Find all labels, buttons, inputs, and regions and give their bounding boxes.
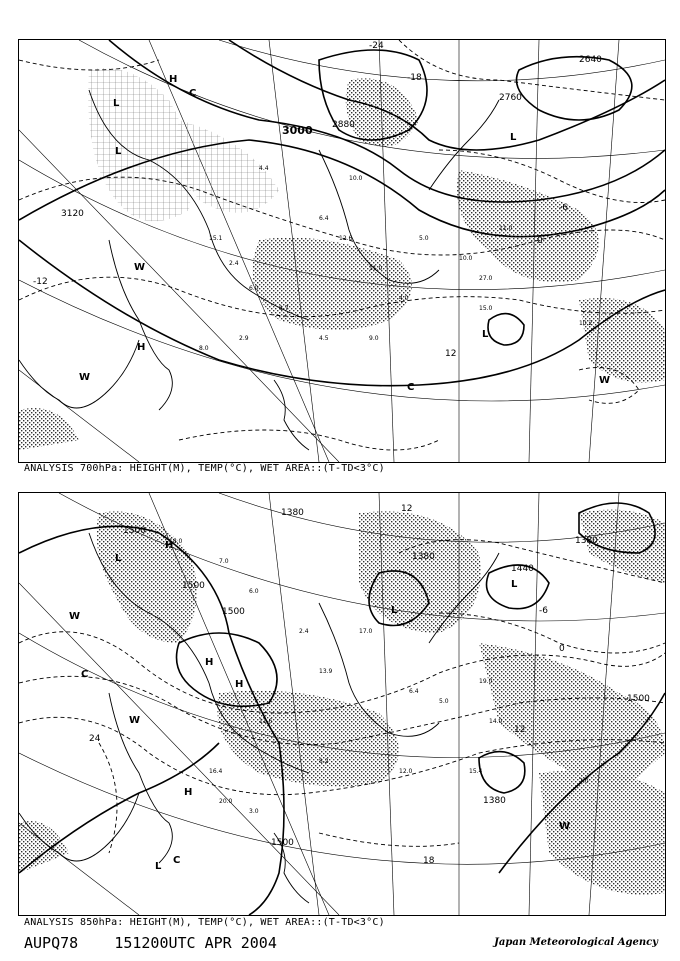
- temp-label: 12: [514, 725, 526, 735]
- warm-symbol: W: [129, 715, 141, 726]
- svg-text:7.0: 7.0: [219, 558, 229, 565]
- temp-label: -24: [369, 41, 384, 51]
- warm-symbol: W: [79, 372, 91, 383]
- chart-code: AUPQ78: [24, 934, 79, 952]
- low-symbol: L: [155, 861, 162, 872]
- svg-text:4.4: 4.4: [259, 165, 269, 172]
- svg-text:10.0: 10.0: [349, 175, 363, 182]
- agency-credit: Japan Meteorological Agency: [494, 937, 658, 948]
- cold-symbol: C: [173, 855, 181, 866]
- temp-label: -6: [539, 606, 548, 616]
- valid-time: 151200UTC APR 2004: [114, 934, 277, 952]
- svg-text:18.0: 18.0: [169, 538, 183, 545]
- svg-text:7.0: 7.0: [579, 778, 589, 785]
- height-label: 1380: [281, 508, 304, 518]
- height-label: 1380: [575, 536, 598, 546]
- svg-text:27.0: 27.0: [479, 275, 493, 282]
- svg-text:10.0: 10.0: [459, 255, 473, 262]
- svg-text:5.0: 5.0: [439, 698, 449, 705]
- height-label: 1380: [483, 796, 506, 806]
- low-symbol: L: [482, 329, 489, 340]
- svg-text:2.4: 2.4: [299, 628, 309, 635]
- high-symbol: H: [165, 540, 174, 551]
- svg-text:12.6: 12.6: [339, 235, 353, 242]
- high-symbol: H: [184, 787, 193, 798]
- wet-areas: [19, 510, 665, 895]
- cold-symbol: C: [407, 382, 415, 393]
- svg-text:2.9: 2.9: [239, 335, 249, 342]
- svg-text:4.0: 4.0: [399, 295, 409, 302]
- low-symbol: L: [115, 146, 122, 157]
- svg-text:6.4: 6.4: [319, 215, 329, 222]
- svg-text:14.0: 14.0: [489, 718, 503, 725]
- warm-symbol: W: [134, 262, 146, 273]
- svg-text:6.4: 6.4: [409, 688, 419, 695]
- svg-text:2.4: 2.4: [229, 260, 239, 267]
- height-label: 2640: [579, 55, 602, 65]
- temp-label: 0: [559, 644, 565, 654]
- svg-text:8.0: 8.0: [199, 345, 209, 352]
- svg-text:13.9: 13.9: [319, 668, 333, 675]
- low-symbol: L: [510, 132, 517, 143]
- svg-text:19.0: 19.0: [479, 678, 493, 685]
- temp-label: 12: [401, 504, 413, 514]
- svg-text:5.0: 5.0: [419, 235, 429, 242]
- temp-label: 24: [89, 734, 101, 744]
- high-symbol: H: [235, 679, 244, 690]
- warm-symbol: W: [69, 611, 81, 622]
- analysis-700hpa-map: [18, 39, 666, 463]
- temp-label: -18: [407, 73, 422, 83]
- low-symbol: L: [115, 553, 122, 564]
- cold-symbol: C: [189, 88, 197, 99]
- cold-symbol: C: [81, 669, 89, 680]
- height-label: 1380: [412, 552, 435, 562]
- analysis-850hpa-map: [18, 492, 666, 916]
- svg-text:15.1: 15.1: [209, 235, 223, 242]
- svg-text:16.4: 16.4: [209, 768, 223, 775]
- temp-label: 12: [445, 349, 457, 359]
- svg-text:12.0: 12.0: [399, 768, 413, 775]
- caption-850hpa: ANALYSIS 850hPa: HEIGHT(M), TEMP(°C), WET AREA::(T-TD<3°C): [24, 917, 385, 928]
- height-label: 1500: [222, 607, 245, 617]
- height-label: 3120: [61, 209, 84, 219]
- high-symbol: H: [169, 74, 178, 85]
- temp-label: -12: [33, 277, 48, 287]
- height-label: 1500: [627, 694, 650, 704]
- svg-text:15.4: 15.4: [469, 768, 483, 775]
- low-symbol: L: [391, 605, 398, 616]
- chart-code-and-time: [24, 934, 277, 952]
- height-label: 1500: [271, 838, 294, 848]
- height-label: 1500: [182, 581, 205, 591]
- svg-text:3.0: 3.0: [249, 808, 259, 815]
- temp-label: -6: [559, 203, 568, 213]
- height-label: 2760: [499, 93, 522, 103]
- svg-text:11.6: 11.6: [259, 718, 273, 725]
- temp-label: 18: [423, 856, 435, 866]
- warm-symbol: W: [559, 821, 571, 832]
- temp-label: 0: [537, 236, 543, 246]
- svg-text:9.0: 9.0: [369, 335, 379, 342]
- svg-text:8.2: 8.2: [319, 758, 329, 765]
- height-label: 1500: [123, 526, 146, 536]
- height-label: 2880: [332, 120, 355, 130]
- caption-700hpa: ANALYSIS 700hPa: HEIGHT(M), TEMP(°C), WET AREA::(T-TD<3°C): [24, 463, 385, 474]
- low-symbol: L: [113, 98, 120, 109]
- svg-text:10.2: 10.2: [579, 320, 593, 327]
- low-symbol: L: [511, 579, 518, 590]
- svg-text:15.0: 15.0: [479, 305, 493, 312]
- height-label: 3000: [282, 124, 313, 137]
- svg-text:20.0: 20.0: [219, 798, 233, 805]
- svg-text:11.0: 11.0: [369, 265, 383, 272]
- high-symbol: H: [137, 342, 146, 353]
- height-label: 1440: [511, 564, 534, 574]
- svg-text:17.0: 17.0: [359, 628, 373, 635]
- high-symbol: H: [205, 657, 214, 668]
- warm-symbol: W: [599, 375, 611, 386]
- svg-text:6.0: 6.0: [249, 588, 259, 595]
- svg-text:8.7: 8.7: [279, 305, 289, 312]
- svg-text:11.0: 11.0: [499, 225, 513, 232]
- svg-text:6.0: 6.0: [249, 285, 259, 292]
- svg-text:4.5: 4.5: [319, 335, 329, 342]
